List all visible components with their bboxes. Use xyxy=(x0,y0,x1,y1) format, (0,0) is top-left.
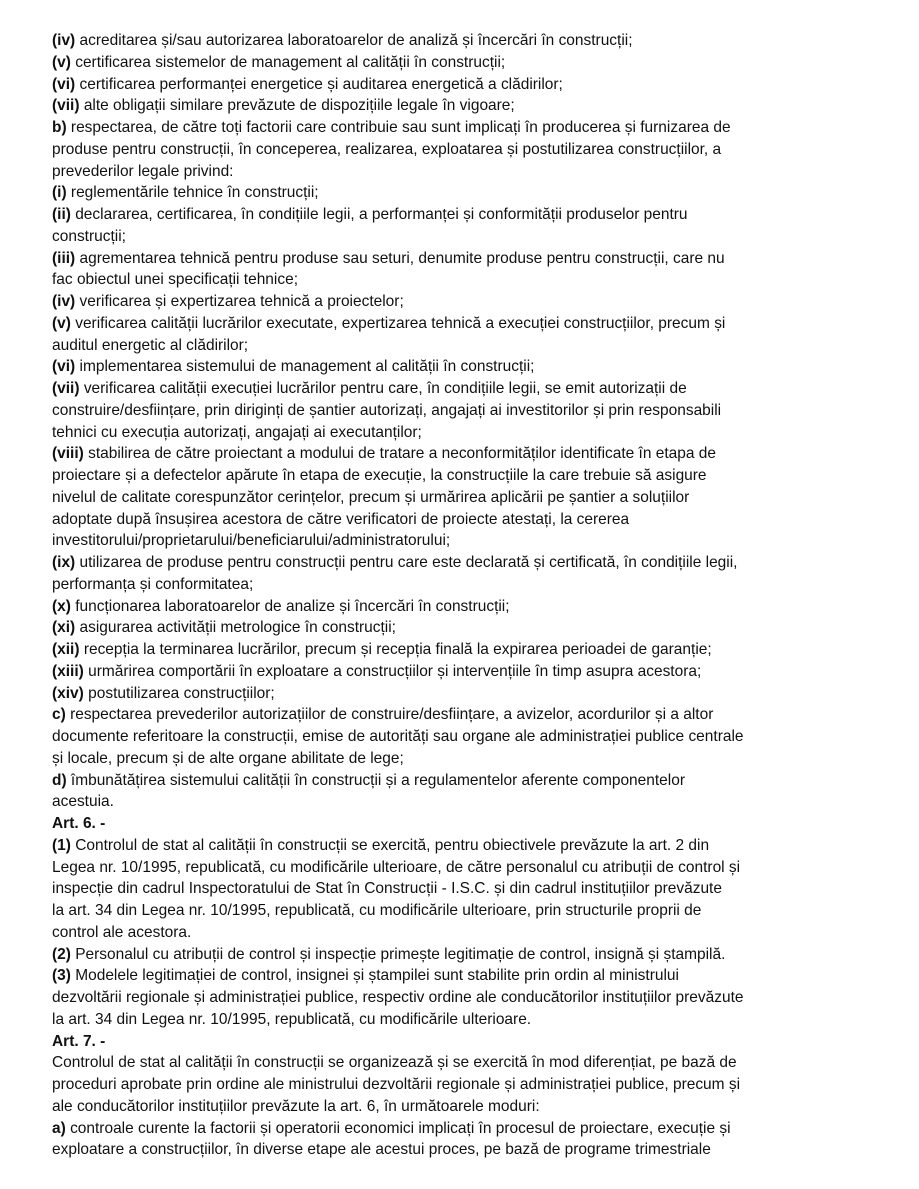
item-label: b) xyxy=(52,119,67,136)
item-text: produse pentru construcții, în conceperea, realizarea, exploatarea și postutilizarea construcțiilor, a xyxy=(52,140,722,158)
item-text: construcții; xyxy=(52,227,126,245)
text-line xyxy=(52,1139,874,1161)
item-text: la art. 34 din Legea nr. 10/1995, republicată, cu modificările ulterioare, prin structurile proprii de xyxy=(52,902,702,919)
item-text: acestuia. xyxy=(52,793,114,811)
item-text: control ale acestora. xyxy=(52,923,192,941)
text-line xyxy=(52,226,874,248)
item-label: (v) xyxy=(52,53,71,71)
item-text: funcționarea laboratoarelor de analize și încercări în construcții; xyxy=(70,597,510,615)
item-text: implementarea sistemului de management al calității în construcții; xyxy=(75,358,535,376)
item-text: recepția la terminarea lucrărilor, precum și recepția finală la expirarea perioadei de garanție; xyxy=(79,641,712,658)
text-line xyxy=(52,574,874,596)
item-text: investitorului/proprietarului/beneficiarului/administratorului; xyxy=(52,532,451,550)
document-body xyxy=(52,30,902,1161)
item-text: agrementarea tehnică pentru produse sau seturi, denumite produse pentru construcții, care nu xyxy=(75,249,725,267)
item-text: respectarea prevederilor autorizațiilor de construire/desființare, a avizelor, acordurilor și a altor xyxy=(65,706,714,724)
text-line xyxy=(52,857,874,879)
item-text: asigurarea activității metrologice în construcții; xyxy=(75,619,396,637)
item-text: acreditarea și/sau autorizarea laboratoarelor de analiză și încercări în construcții; xyxy=(75,32,633,49)
text-line xyxy=(52,922,874,944)
text-line xyxy=(52,726,874,748)
item-text: îmbunătățirea sistemului calității în construcții și a regulamentelor aferente componentelor xyxy=(66,771,685,789)
item-label: (xiv) xyxy=(52,684,84,702)
item-text: controale curente la factorii și operatorii economici implicați în procesul de proiectare, execuție și xyxy=(65,1119,731,1137)
text-line xyxy=(52,378,874,400)
item-text: Controlul de stat al calității în construcții se organizează și se exercită în mod diferențiat, pe bază de xyxy=(52,1054,737,1072)
item-text: urmărirea comportării în exploatare a construcțiilor și intervențiile în timp asupra acestora; xyxy=(83,662,702,680)
item-label: (1) xyxy=(52,836,71,854)
item-label: (iii) xyxy=(52,249,76,267)
item-text: reglementările tehnice în construcții; xyxy=(66,184,319,202)
text-line xyxy=(52,269,874,291)
item-label: Art. 7. - xyxy=(52,1032,106,1050)
text-line xyxy=(52,987,874,1009)
item-text: Personalul cu atribuții de control și inspecție primește legitimație de control, insignă și ștampilă. xyxy=(70,945,726,963)
item-text: proiectare și a defectelor apărute în etapa de execuție, la construcțiile la care trebuie să asigure xyxy=(52,467,707,484)
text-line xyxy=(52,117,874,139)
item-text: stabilirea de către proiectant a modului de tratare a neconformităților identificate în etapa de xyxy=(83,445,716,463)
item-label: (vi) xyxy=(52,358,76,376)
text-line xyxy=(52,74,874,96)
item-text: utilizarea de produse pentru construcții pentru care este declarată și certificată, în condițiile legii, xyxy=(75,554,738,571)
text-line xyxy=(52,509,874,531)
item-text: respectarea, de către toți factorii care contribuie sau sunt implicați în producerea și furnizarea de xyxy=(66,119,731,136)
item-text: verificarea calității lucrărilor executate, expertizarea tehnică a execuției construcțiilor, precum și xyxy=(70,314,726,332)
text-line xyxy=(52,1096,874,1118)
text-line xyxy=(52,182,874,204)
text-line xyxy=(52,617,874,639)
text-line xyxy=(52,791,874,813)
item-label: (viii) xyxy=(52,445,84,463)
item-label: (vi) xyxy=(52,75,76,93)
item-text: Controlul de stat al calității în construcții se exercită, pentru obiectivele prevăzute la art. 2 din xyxy=(70,836,710,854)
item-label: (xii) xyxy=(52,641,80,658)
text-line xyxy=(52,639,874,661)
text-line xyxy=(52,335,874,357)
text-line xyxy=(52,313,874,335)
item-text: postutilizarea construcțiilor; xyxy=(83,684,275,702)
text-line xyxy=(52,139,874,161)
item-text: documente referitoare la construcții, emise de autorități sau organe ale administrației publice centrale xyxy=(52,728,744,745)
text-line xyxy=(52,356,874,378)
item-text: prevederilor legale privind: xyxy=(52,162,234,180)
item-text: certificarea sistemelor de management al calității în construcții; xyxy=(70,53,506,71)
text-line xyxy=(52,400,874,422)
text-line xyxy=(52,770,874,792)
text-line xyxy=(52,1074,874,1096)
item-label: (iv) xyxy=(52,32,76,49)
text-line xyxy=(52,95,874,117)
text-line xyxy=(52,291,874,313)
item-text: verificarea și expertizarea tehnică a proiectelor; xyxy=(75,293,404,310)
item-label: (i) xyxy=(52,184,67,202)
item-label: (2) xyxy=(52,945,71,963)
item-text: nivelul de calitate corespunzător cerințelor, precum și urmărirea aplicării pe șantier a soluțiilor xyxy=(52,488,690,506)
item-label: Art. 6. - xyxy=(52,815,106,832)
item-text: Legea nr. 10/1995, republicată, cu modificările ulterioare, de către personalul cu atribuții de control și xyxy=(52,858,741,876)
item-text: declararea, certificarea, în condițiile legii, a performanței și conformității produselor pentru xyxy=(70,206,688,223)
text-line xyxy=(52,683,874,705)
text-line xyxy=(52,248,874,270)
item-text: adoptate după însușirea acestora de către verificatori de proiecte atestați, la cererea xyxy=(52,510,630,528)
text-line xyxy=(52,944,874,966)
text-line xyxy=(52,487,874,509)
item-label: (ix) xyxy=(52,554,76,571)
item-label: (ii) xyxy=(52,206,71,223)
text-line xyxy=(52,161,874,183)
item-text: auditul energetic al clădirilor; xyxy=(52,336,249,354)
text-line xyxy=(52,422,874,444)
item-text: fac obiectul unei specificații tehnice; xyxy=(52,271,298,289)
item-text: alte obligații similare prevăzute de dispozițiile legale în vigoare; xyxy=(79,97,515,115)
item-text: tehnici cu execuția autorizați, angajați ai executanților; xyxy=(52,423,422,441)
text-line xyxy=(52,596,874,618)
text-line xyxy=(52,465,874,487)
item-text: proceduri aprobate prin ordine ale ministrului dezvoltării regionale și administrației publice, precum și xyxy=(52,1076,741,1093)
item-text: inspecție din cadrul Inspectoratului de Stat în Construcții - I.S.C. și din cadrul instituțiilor prevăzute xyxy=(52,880,722,898)
item-text: performanța și conformitatea; xyxy=(52,575,254,593)
item-label: (vii) xyxy=(52,97,80,115)
text-line xyxy=(52,704,874,726)
text-line xyxy=(52,1052,874,1074)
text-line xyxy=(52,1118,874,1140)
text-line xyxy=(52,30,874,52)
text-line xyxy=(52,1031,874,1053)
item-text: Modelele legitimației de control, insignei și ștampilei sunt stabilite prin ordin al ministrului xyxy=(70,967,679,985)
text-line xyxy=(52,813,874,835)
text-line xyxy=(52,552,874,574)
text-line xyxy=(52,748,874,770)
item-text: și locale, precum și de alte organe abilitate de lege; xyxy=(52,749,404,767)
text-line xyxy=(52,900,874,922)
text-line xyxy=(52,443,874,465)
text-line xyxy=(52,835,874,857)
item-text: la art. 34 din Legea nr. 10/1995, republicată, cu modificările ulterioare. xyxy=(52,1010,532,1028)
item-label: (v) xyxy=(52,314,71,332)
text-line xyxy=(52,1009,874,1031)
item-label: c) xyxy=(52,706,66,724)
item-text: certificarea performanței energetice și auditarea energetică a clădirilor; xyxy=(75,75,563,93)
text-line xyxy=(52,965,874,987)
item-label: (vii) xyxy=(52,380,80,397)
item-label: d) xyxy=(52,771,67,789)
item-label: (iv) xyxy=(52,293,76,310)
item-label: (xi) xyxy=(52,619,76,637)
text-line xyxy=(52,204,874,226)
text-line xyxy=(52,52,874,74)
text-line xyxy=(52,530,874,552)
item-label: (xiii) xyxy=(52,662,84,680)
item-label: (3) xyxy=(52,967,71,985)
item-label: a) xyxy=(52,1119,66,1137)
text-line xyxy=(52,878,874,900)
item-text: dezvoltării regionale și administrației publice, respectiv ordine ale conducătorilor instituțiilor prevăzute xyxy=(52,989,744,1006)
item-text: verificarea calității execuției lucrărilor pentru care, în condițiile legii, se emit autorizații de xyxy=(79,380,687,397)
item-text: ale conducătorilor instituțiilor prevăzute la art. 6, în următoarele moduri: xyxy=(52,1097,540,1115)
text-line xyxy=(52,661,874,683)
item-text: exploatare a construcțiilor, în diverse etape ale acestui proces, pe bază de programe trimestriale xyxy=(52,1141,711,1159)
item-label: (x) xyxy=(52,597,71,615)
item-text: construire/desființare, prin diriginți de șantier autorizați, angajați ai investitorilor și prin responsabili xyxy=(52,401,722,419)
